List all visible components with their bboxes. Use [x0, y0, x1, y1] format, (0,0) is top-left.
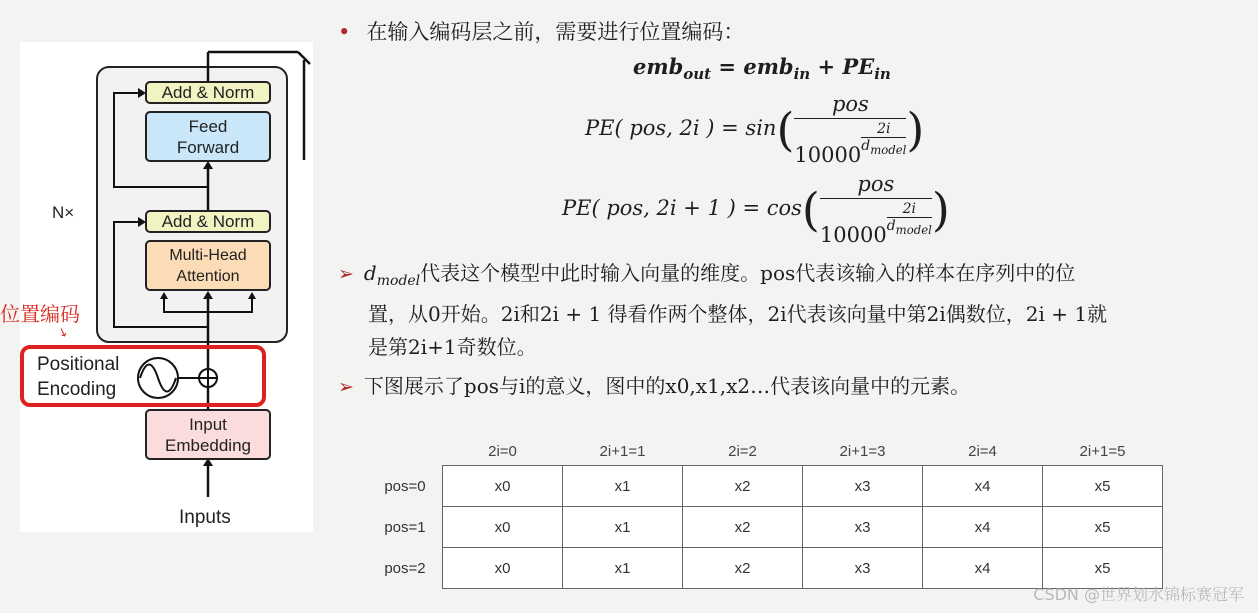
bullet-dot-icon: • — [338, 20, 351, 44]
pe-even-exp-d: d — [861, 138, 871, 154]
arrow-bullet-icon: ➢ — [338, 376, 354, 398]
inputs-label: Inputs — [179, 507, 231, 528]
table-cell: x1 — [563, 548, 683, 589]
csdn-watermark: CSDN @世界划水锦标赛冠军 — [1033, 585, 1244, 604]
header-cell: 2i+1=1 — [599, 442, 646, 460]
emb-in-sub: in — [793, 65, 811, 84]
para1-line1: 代表这个模型中此时输入向量的维度。pos代表该输入的样本在序列中的位 — [420, 261, 1076, 285]
feed-forward-block — [145, 111, 271, 162]
nx-label: N× — [52, 203, 75, 222]
table-cell: x1 — [563, 466, 683, 507]
caption-arrow-icon: ↘ — [55, 323, 71, 341]
table-cell: x3 — [803, 548, 923, 589]
multi-head-attention-block — [145, 240, 271, 291]
header-blank — [368, 437, 443, 466]
pe-line-2: Encoding — [37, 379, 117, 400]
table-cell: x2 — [683, 548, 803, 589]
pe-odd-base: 10000 — [819, 223, 887, 247]
row-label: pos=2 — [384, 559, 426, 577]
emb-in: emb — [743, 54, 794, 79]
pe-even-num: pos — [794, 92, 906, 119]
ff-line-2: Forward — [176, 137, 240, 157]
table-intro — [338, 370, 1228, 404]
pe-even-exp-num: 2i — [861, 121, 906, 138]
emb-out-sub: out — [683, 65, 712, 84]
para1-line3: 是第2i+1奇数位。 — [368, 335, 537, 359]
pe-odd-lhs: PE( pos, 2i + 1 ) = cos — [562, 196, 802, 220]
emb-out: emb — [633, 54, 684, 79]
table-cell: x3 — [803, 507, 923, 548]
para2-text: 下图展示了pos与i的意义，图中的x0,x1,x2…代表该向量中的元素。 — [363, 374, 971, 398]
table-cell: x5 — [1043, 507, 1163, 548]
table-cell: x3 — [803, 466, 923, 507]
table-row — [368, 507, 1163, 548]
pe-even-formula: PE( pos, 2i ) = sin( pos 10000 2i $d_{model}$ ) — [585, 92, 925, 167]
row-label: pos=0 — [384, 477, 426, 495]
pe-term: PE — [842, 54, 875, 79]
para1-line2: 置，从0开始。2i和2i + 1 得看作两个整体，2i代表该向量中第2i偶数位，2i + 1就 — [368, 302, 1108, 326]
dmodel-sub: model — [376, 273, 421, 289]
table-cell: x4 — [923, 548, 1043, 589]
table-cell: x4 — [923, 507, 1043, 548]
pe-odd-num: pos — [820, 172, 932, 199]
emb-line-1: Input — [189, 414, 227, 434]
pe-odd-exp-num: 2i — [887, 201, 932, 218]
positional-encoding-label — [37, 352, 147, 402]
emb-formula: $emb_{out} = emb_{in} + PE_{in}$ — [633, 54, 891, 84]
dmodel-symbol: d — [363, 261, 377, 285]
pe-odd-exp-sub: model — [895, 222, 932, 237]
table-cell: x4 — [923, 466, 1043, 507]
positional-encoding-caption: 位置编码 — [0, 302, 80, 326]
header-cell: 2i=4 — [968, 442, 997, 460]
intro-bullet — [338, 16, 744, 46]
table-header-row — [368, 437, 1163, 466]
mha-line-2: Attention — [176, 267, 240, 285]
dmodel-explanation — [338, 257, 1228, 364]
header-cell: 2i=0 — [488, 442, 517, 460]
ff-line-1: Feed — [188, 116, 228, 136]
table-cell: x5 — [1043, 548, 1163, 589]
table-cell: x0 — [443, 507, 563, 548]
table-cell: x0 — [443, 548, 563, 589]
emb-line-2: Embedding — [164, 435, 251, 455]
pe-line-1: Positional — [37, 354, 120, 375]
table-cell: x2 — [683, 466, 803, 507]
pe-even-lhs: PE( pos, 2i ) = sin — [585, 116, 777, 140]
header-cell: 2i+1=3 — [839, 442, 886, 460]
pe-even-exp-sub: model — [870, 142, 907, 157]
pos-i-table — [368, 437, 1163, 589]
table-row — [368, 466, 1163, 507]
arrow-bullet-icon: ➢ — [338, 263, 354, 285]
pe-odd-formula: PE( pos, 2i + 1 ) = cos( pos 10000 2i $d_{model}$ ) — [562, 172, 950, 247]
pe-odd-exp-d: d — [886, 218, 896, 234]
intro-text: 在输入编码层之前，需要进行位置编码： — [366, 20, 745, 44]
row-label: pos=1 — [384, 518, 426, 536]
table-cell: x2 — [683, 507, 803, 548]
pe-even-base: 10000 — [794, 143, 862, 167]
table-cell: x0 — [443, 466, 563, 507]
input-embedding-block — [145, 409, 271, 460]
header-cell: 2i=2 — [728, 442, 757, 460]
add-norm-bottom-block: Add & Norm — [145, 210, 271, 233]
table-cell: x5 — [1043, 466, 1163, 507]
pe-term-sub: in — [874, 65, 891, 84]
table-cell: x1 — [563, 507, 683, 548]
header-cell: 2i+1=5 — [1079, 442, 1126, 460]
add-norm-top-block: Add & Norm — [145, 81, 271, 104]
mha-line-1: Multi-Head — [169, 246, 247, 264]
